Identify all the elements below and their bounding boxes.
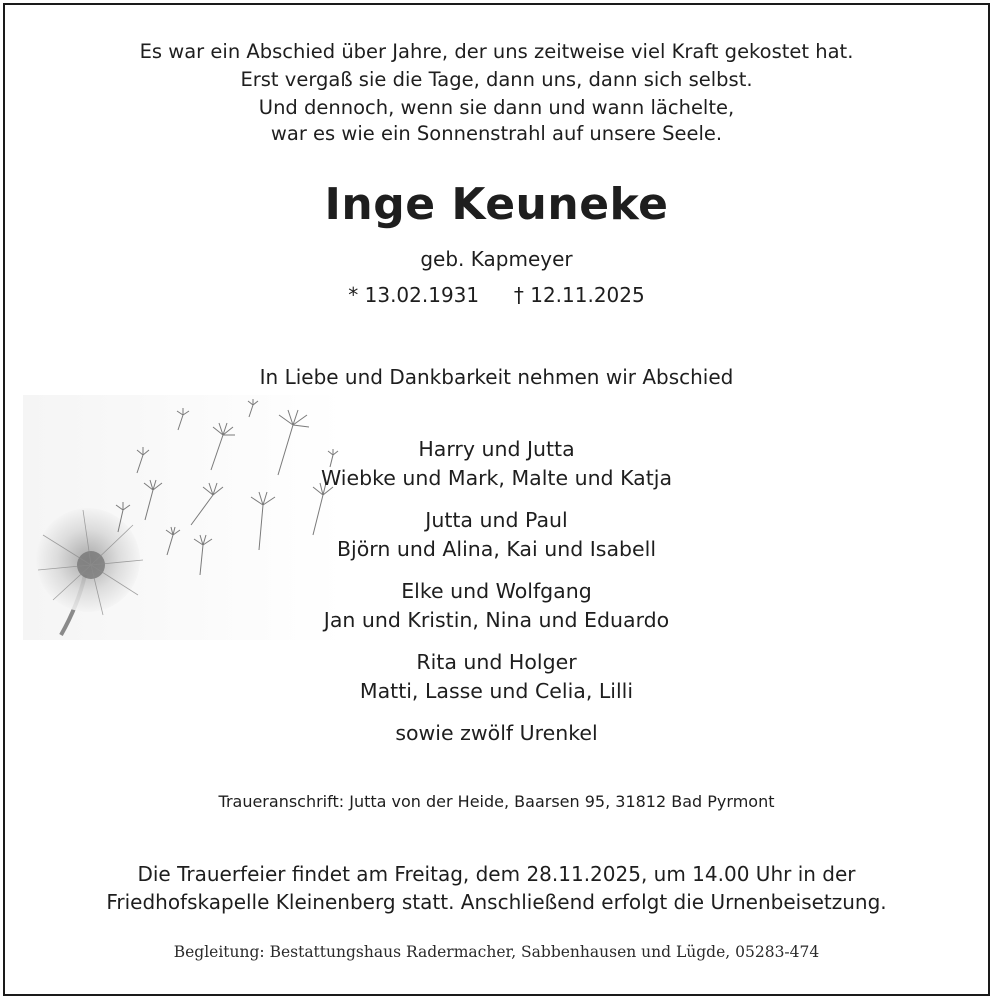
family-children-3: Jan und Kristin, Nina und Eduardo (323, 608, 670, 632)
great-grandchildren: sowie zwölf Urenkel (395, 721, 598, 745)
undertaker-info: Begleitung: Bestattungshaus Radermacher, Sabbenhausen und Lügde, 05283-474 (173, 943, 820, 961)
family-children-2: Björn und Alina, Kai und Isabell (336, 537, 657, 561)
poem-line-2: Erst vergaß sie die Tage, dann uns, dann sich selbst. (240, 68, 753, 91)
ceremony-line-1: Die Trauerfeier findet am Freitag, dem 28.11.2025, um 14.00 Uhr in der (137, 862, 856, 886)
family-couple-2: Jutta und Paul (425, 508, 568, 532)
birth-date: * 13.02.1931 (348, 283, 480, 307)
family-couple-3: Elke und Wolfgang (401, 579, 592, 603)
deceased-name: Inge Keuneke (324, 179, 669, 230)
poem-line-4: war es wie ein Sonnenstrahl auf unsere Seele. (270, 122, 723, 145)
poem-line-3: Und dennoch, wenn sie dann und wann lächelte, (258, 96, 735, 119)
family-children-4: Matti, Lasse und Celia, Lilli (359, 679, 634, 703)
ceremony-line-2: Friedhofskapelle Kleinenberg statt. Anschließend erfolgt die Urnenbeisetzung. (106, 890, 887, 914)
family-couple-4: Rita und Holger (416, 650, 577, 674)
obituary-notice (3, 3, 990, 996)
family-children-1: Wiebke und Mark, Malte und Katja (320, 466, 673, 490)
family-couple-1: Harry und Jutta (418, 437, 575, 461)
poem-line-1: Es war ein Abschied über Jahre, der uns zeitweise viel Kraft gekostet hat. (139, 40, 854, 63)
farewell-text: In Liebe und Dankbarkeit nehmen wir Abschied (259, 365, 734, 389)
mourning-address: Traueranschrift: Jutta von der Heide, Baarsen 95, 31812 Bad Pyrmont (218, 792, 775, 811)
life-dates (5, 283, 988, 307)
born-name: geb. Kapmeyer (420, 247, 573, 271)
death-date: † 12.11.2025 (513, 283, 645, 307)
